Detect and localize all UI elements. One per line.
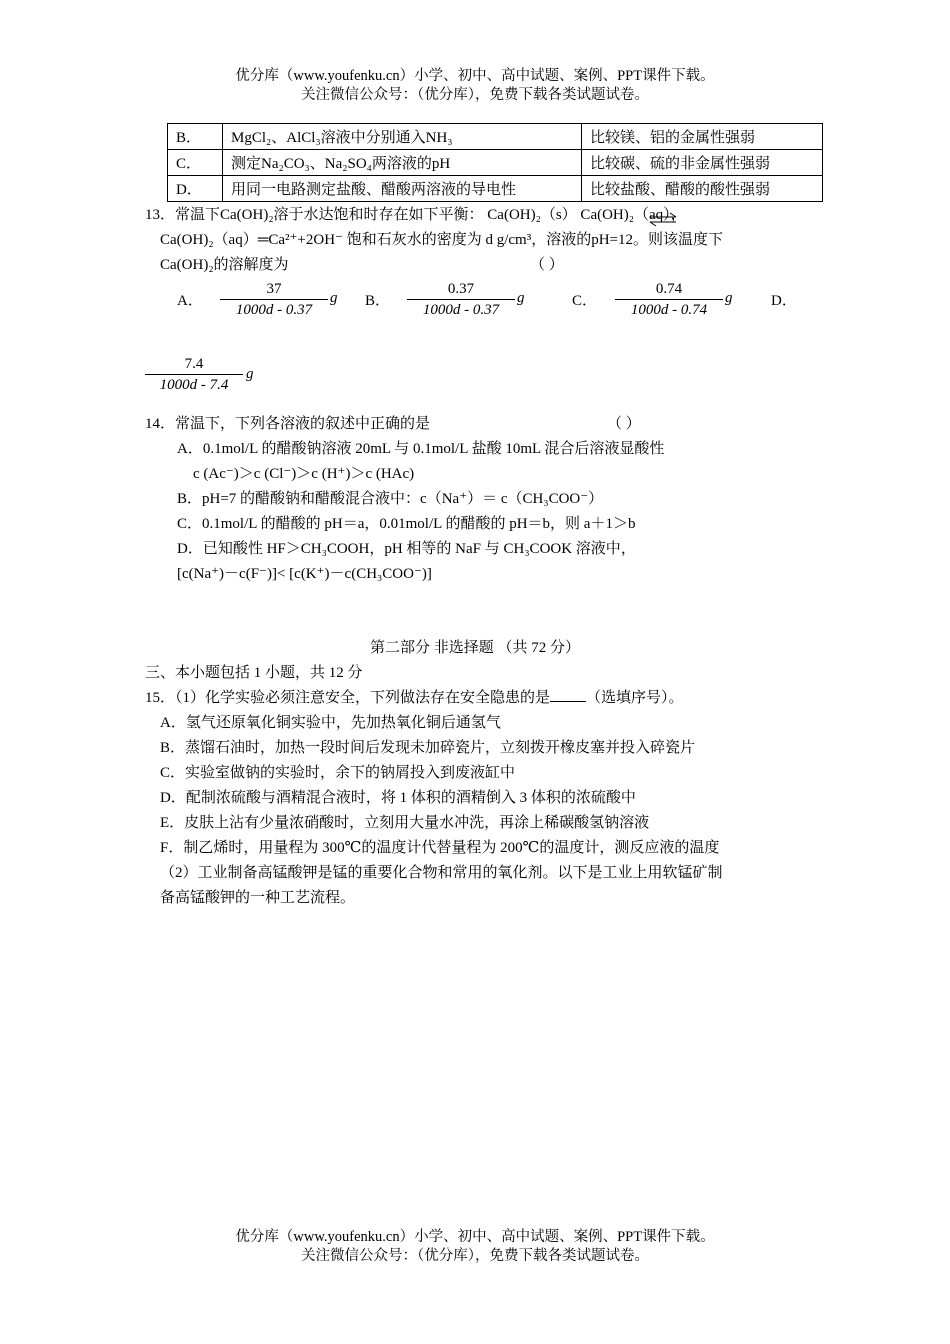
fraction-numerator: 0.74 bbox=[655, 281, 683, 297]
part-2-title: 第二部分 非选择题 （共 72 分） bbox=[369, 640, 580, 656]
table-row bbox=[168, 176, 823, 202]
fraction-numerator: 7.4 bbox=[184, 356, 204, 372]
fraction-denominator: 1000d - 0.74 bbox=[630, 302, 708, 318]
q15-option-d: D．配制浓硫酸与酒精混合液时，将 1 体积的酒精倒入 3 体积的浓硫酸中 bbox=[160, 790, 636, 806]
footer-line-2: 关注微信公众号：（优分库），免费下载各类试题试卷。 bbox=[301, 1248, 649, 1264]
table-row bbox=[168, 150, 823, 176]
q15-option-f: F．制乙烯时，用量程为 300℃的温度计代替量程为 200℃的温度计，测反应液的温度 bbox=[160, 840, 720, 856]
fraction-denominator: 1000d - 0.37 bbox=[422, 302, 500, 318]
q13-option-a-fraction bbox=[220, 279, 328, 320]
q13-option-a-label: A． bbox=[177, 293, 203, 309]
row-label: D． bbox=[168, 176, 223, 202]
q14-option-b: B．pH=7 的醋酸钠和醋酸混合液中：c（Na⁺）＝ c（CH₃COO⁻） bbox=[177, 491, 604, 507]
table-row bbox=[168, 124, 823, 150]
q13-option-b-label: B． bbox=[365, 293, 391, 309]
row-purpose: 比较碳、硫的非金属性强弱 bbox=[582, 150, 823, 176]
q13-answer-paren: （ ） bbox=[530, 257, 564, 273]
q14-option-c: C．0.1mol/L 的醋酸的 pH＝a，0.01mol/L 的醋酸的 pH＝b，则 a＋1＞b bbox=[177, 516, 636, 532]
section-3-heading: 三、本小题包括 1 小题，共 12 分 bbox=[145, 665, 363, 681]
q15-stem-suffix: （选填序号）。 bbox=[586, 690, 684, 706]
row-label: C． bbox=[168, 150, 223, 176]
q13-option-d-unit: g bbox=[246, 366, 254, 382]
q14-answer-paren: （ ） bbox=[607, 416, 641, 432]
row-purpose: 比较镁、铝的金属性强弱 bbox=[582, 124, 823, 150]
q14-option-d-line-1: D．已知酸性 HF＞CH₃COOH，pH 相等的 NaF 与 CH₃COOK 溶液中， bbox=[177, 541, 636, 557]
q14-option-d-line-2: [c(Na⁺)－c(F⁻)]< [c(K⁺)－c(CH₃COO⁻)] bbox=[177, 566, 432, 582]
header-line-2: 关注微信公众号：（优分库），免费下载各类试题试卷。 bbox=[301, 87, 649, 103]
q13-line-2: Ca(OH)₂（aq）═Ca²⁺+2OH⁻ 饱和石灰水的密度为 d g/cm³，溶液的pH=12。则该温度下 bbox=[160, 232, 723, 248]
q14-option-a-line-1: A．0.1mol/L 的醋酸钠溶液 20mL 与 0.1mol/L 盐酸 10mL 混合后溶液显酸性 bbox=[177, 441, 665, 457]
q13-line-3: Ca(OH)₂的溶解度为 bbox=[160, 257, 289, 273]
q15-option-e: E．皮肤上沾有少量浓硝酸时，立刻用大量水冲洗，再涂上稀碳酸氢钠溶液 bbox=[160, 815, 650, 831]
q13-option-b-unit: g bbox=[517, 290, 525, 306]
equilibrium-arrow-icon bbox=[646, 212, 680, 228]
q13-option-d-label: D． bbox=[771, 293, 797, 309]
header-line-1: 优分库（www.youfenku.cn）小学、初中、高中试题、案例、PPT课件下载。 bbox=[235, 68, 715, 84]
row-method: 用同一电路测定盐酸、醋酸两溶液的导电性 bbox=[223, 176, 582, 202]
fraction-numerator: 37 bbox=[266, 281, 282, 297]
q15-part-2-line-2: 备高锰酸钾的一种工艺流程。 bbox=[160, 890, 356, 906]
q15-stem-text: 15．（1）化学实验必须注意安全，下列做法存在安全隐患的是 bbox=[145, 690, 551, 706]
q14-option-a-line-2: c (Ac⁻)＞c (Cl⁻)＞c (H⁺)＞c (HAc) bbox=[193, 466, 415, 482]
q13-option-b-fraction bbox=[407, 279, 515, 320]
row-label: B． bbox=[168, 124, 223, 150]
row-method: 测定Na₂CO₃、Na₂SO₄两溶液的pH bbox=[223, 150, 582, 176]
row-purpose: 比较盐酸、醋酸的酸性强弱 bbox=[582, 176, 823, 202]
row-method: MgCl₂、AlCl₃溶液中分别通入NH₃ bbox=[223, 124, 582, 150]
q15-part-2-line-1: （2）工业制备高锰酸钾是锰的重要化合物和常用的氧化剂。以下是工业上用软锰矿制 bbox=[160, 865, 723, 881]
answer-blank[interactable] bbox=[550, 689, 586, 702]
q15-option-b: B．蒸馏石油时，加热一段时间后发现未加碎瓷片，立刻拨开橡皮塞并投入碎瓷片 bbox=[160, 740, 696, 756]
fraction-denominator: 1000d - 0.37 bbox=[235, 302, 313, 318]
q13-option-c-label: C． bbox=[572, 293, 598, 309]
q13-option-a-unit: g bbox=[330, 290, 338, 306]
q15-option-c: C．实验室做钠的实验时，余下的钠屑投入到废液缸中 bbox=[160, 765, 516, 781]
q13-option-c-fraction bbox=[615, 279, 723, 320]
experiment-table bbox=[167, 123, 823, 202]
footer-line-1: 优分库（www.youfenku.cn）小学、初中、高中试题、案例、PPT课件下载。 bbox=[235, 1229, 715, 1245]
q15-stem bbox=[145, 686, 684, 707]
q14-stem: 14．常温下，下列各溶液的叙述中正确的是 bbox=[145, 416, 431, 432]
q13-option-d-fraction bbox=[145, 354, 243, 395]
fraction-denominator: 1000d - 7.4 bbox=[159, 377, 229, 393]
fraction-numerator: 0.37 bbox=[447, 281, 475, 297]
q13-line-1: 13．常温下Ca(OH)₂溶于水达饱和时存在如下平衡： Ca(OH)₂（s） Ca(OH)₂（aq）， bbox=[145, 207, 686, 223]
q13-option-c-unit: g bbox=[725, 290, 733, 306]
q15-option-a: A．氢气还原氧化铜实验中，先加热氧化铜后通氢气 bbox=[160, 715, 501, 731]
